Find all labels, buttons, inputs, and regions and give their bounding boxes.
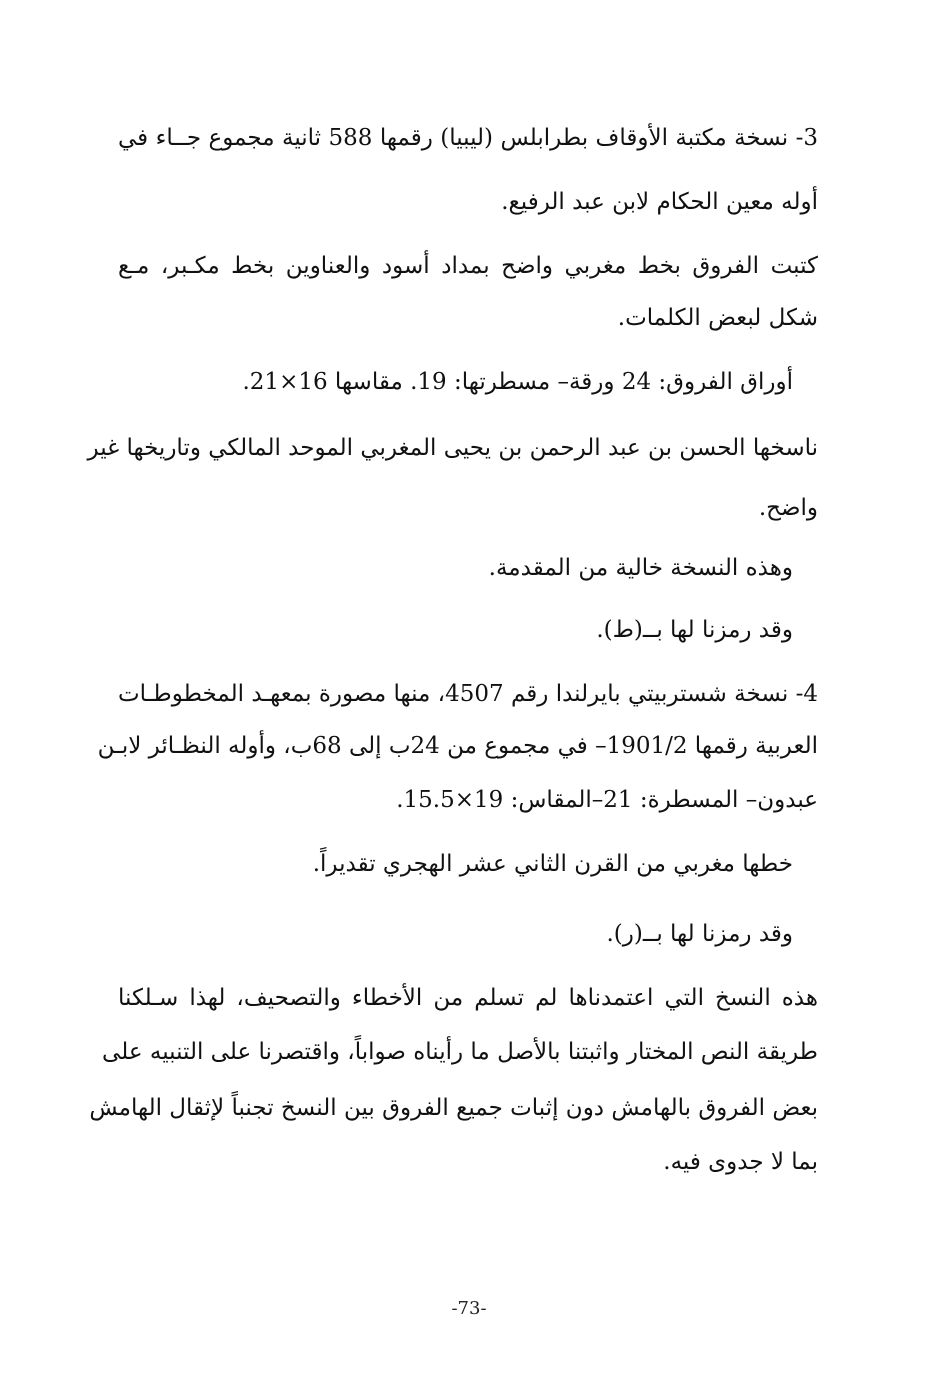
body-line-3: كتبت الفروق بخط مغربي واضح بمداد أسود والعناوين بخط مكـبر، مـع <box>118 253 818 279</box>
body-line-12: عبدون– المسطرة: 21–المقاس: 19×15.5. <box>396 787 818 813</box>
body-line-13: خطها مغربي من القرن الثاني عشر الهجري تقديراً. <box>312 851 793 877</box>
body-line-18: بما لا جدوى فيه. <box>663 1149 818 1175</box>
body-line-6: ناسخها الحسن بن عبد الرحمن بن يحيى المغربي الموحد المالكي وتاريخها غير <box>87 435 818 461</box>
body-line-16: طريقة النص المختار واثبتنا بالأصل ما رأيناه صواباً، واقتصرنا على التنبيه على <box>102 1039 818 1065</box>
body-line-17: بعض الفروق بالهامش دون إثبات جميع الفروق بين النسخ تجنباً لإثقال الهامش <box>89 1095 818 1121</box>
body-line-8: وهذه النسخة خالية من المقدمة. <box>488 555 793 581</box>
page-number: -73- <box>451 1298 487 1319</box>
body-line-9: وقد رمزنا لها بــ(ط). <box>596 617 793 643</box>
body-line-5: أوراق الفروق: 24 ورقة– مسطرتها: 19. مقاسها 16×21. <box>242 369 793 395</box>
body-line-1: 3- نسخة مكتبة الأوقاف بطرابلس (ليبيا) رقمها 588 ثانية مجموع جــاء في <box>118 125 818 151</box>
body-line-14: وقد رمزنا لها بــ(ر). <box>606 921 793 947</box>
body-line-4: شكل لبعض الكلمات. <box>617 305 818 331</box>
body-line-10: 4- نسخة شستربيتي بايرلندا رقم 4507، منها مصورة بمعهـد المخطوطـات <box>118 681 818 707</box>
body-line-7: واضح. <box>758 495 818 521</box>
body-line-11: العربية رقمها 1901/2– في مجموع من 24ب إلى 68ب، وأوله النظـائر لابـن <box>97 733 818 759</box>
body-line-2: أوله معين الحكام لابن عبد الرفيع. <box>501 189 818 215</box>
body-line-15: هذه النسخ التي اعتمدناها لم تسلم من الأخطاء والتصحيف، لهذا سـلكنا <box>118 985 818 1011</box>
